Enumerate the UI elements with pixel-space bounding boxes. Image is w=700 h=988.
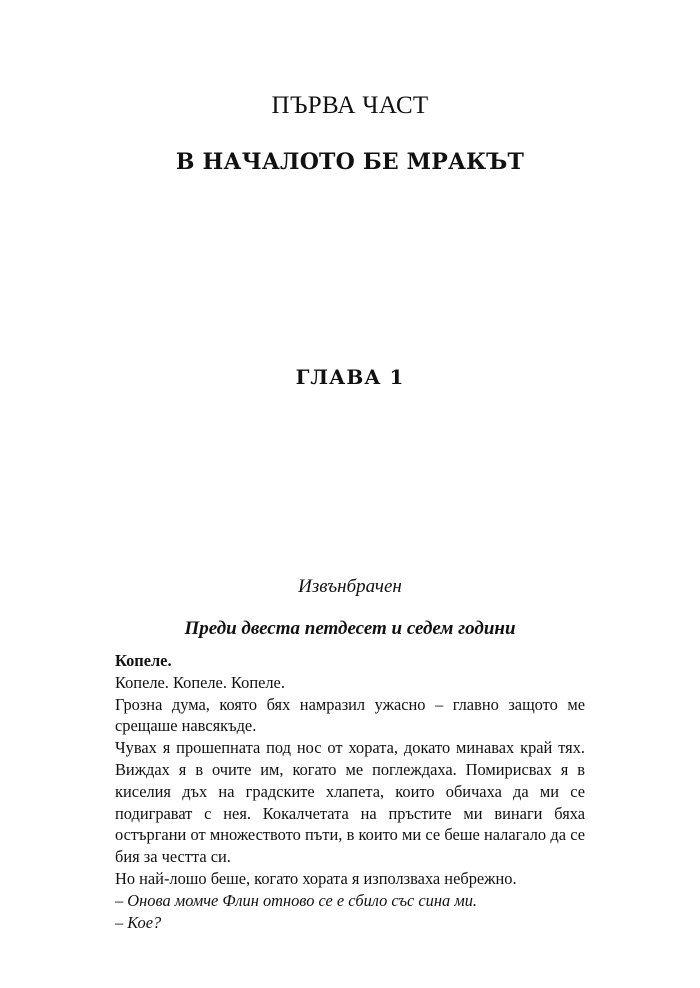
section-title: Извънбрачен [298,576,402,597]
paragraph: Копеле. Копеле. Копеле. [115,672,285,692]
dialogue-line: – Онова момче Флин отново се е сбило със сина ми. [115,890,478,910]
paragraph: Копеле. [115,651,172,670]
chapter-body [115,650,585,933]
time-heading: Преди двеста петдесет и седем години [184,618,516,639]
paragraph: Но най-лошо беше, когато хората я използваха небрежно. [115,868,517,888]
part-title: ПЪРВА ЧАСТ [271,92,429,119]
chapter-title: ГЛАВА 1 [295,365,405,389]
dialogue-line: – Кое? [115,912,162,932]
paragraph: Чувах я прошепната под нос от хората, докато минавах край тях. Виждах я в очите им, когато ме поглеждаха. Помирисвах я в киселия дъх на градските хлапета, които обичаха да ми се подиграват с нея. Кокалчетата на пръстите ми винаги бяха остъргани от множеството пъти, в които ми се беше налагало да се бия за честта си. [115,738,585,867]
part-subtitle: В НАЧАЛОТО БЕ МРАКЪТ [175,149,525,175]
paragraph: Грозна дума, която бях намразил ужасно – главно защото ме срещаше навсякъде. [115,694,585,736]
